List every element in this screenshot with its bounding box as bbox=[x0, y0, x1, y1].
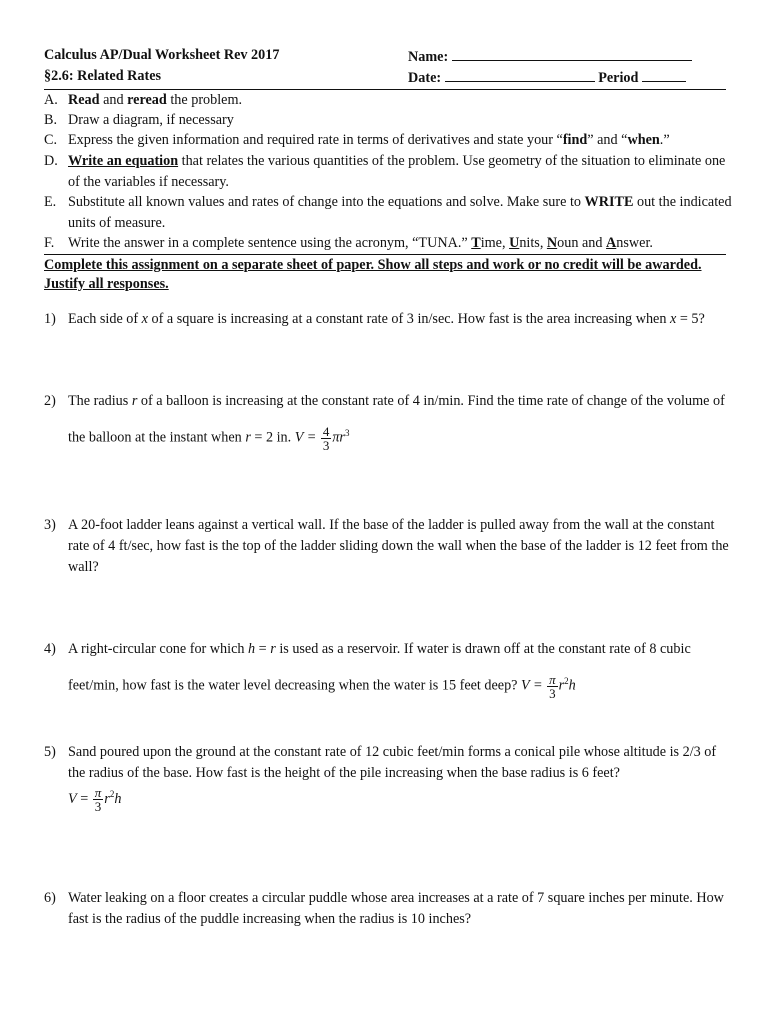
period-blank bbox=[642, 68, 686, 82]
step-a: A. Read and reread the problem. bbox=[44, 92, 243, 108]
problem-4: 4) A right-circular cone for which h = r is used as a reservoir. If water is drawn off at the constant rate of 8 cubic feet/min, how fast is the water level decreasing when the water is 15 feet deep? V = $\frac{\pi}{3}$ $r^2h$ bbox=[44, 641, 691, 701]
volume-formula-sphere: V = bbox=[294, 429, 320, 446]
name-line bbox=[408, 47, 692, 66]
instruction-rule bbox=[44, 254, 726, 255]
volume-formula-cone-2: V = $\frac{\pi}{3}$ $r^2h$ bbox=[68, 785, 122, 814]
step-b: B. Draw a diagram, if necessary bbox=[44, 112, 234, 128]
problem-1: 1) Each side of x of a square is increasing at a constant rate of 3 in/sec. How fast is the area increasing when x = 5? bbox=[44, 311, 705, 327]
volume-formula-cone: V = bbox=[521, 677, 547, 694]
fraction-pi-thirds-2: $\frac{\pi}{3}$ bbox=[94, 785, 102, 814]
problem-2: 2) The radius r of a balloon is increasing at the constant rate of 4 in/min. Find the time rate of change of the volume of the balloon at the instant when r = 2 in. V = $\frac{4}{3}$ $\pi r^3$ bbox=[44, 393, 725, 453]
date-blank bbox=[445, 68, 595, 82]
problem-5: 5) Sand poured upon the ground at the constant rate of 12 cubic feet/min forms a conical pile whose altitude is 2/3 of the radius of the base. How fast is the height of the pile increasing when the base radius is 6 feet? bbox=[44, 744, 717, 781]
fraction-pi-thirds: $\frac{\pi}{3}$ bbox=[549, 671, 556, 701]
problem-3: 3) A 20-foot ladder leans against a vertical wall. If the base of the ladder is pulled away from the wall at the constant rate of 4 ft/sec, how fast is the top of the ladder sliding down the wall when the base of the ladder is 12 feet from the wall? bbox=[44, 517, 729, 575]
problem-6: 6) Water leaking on a floor creates a circular puddle whose area increases at a rate of 7 square inches per minute. How fast is the radius of the puddle increasing when the radius is 10 inches? bbox=[44, 890, 724, 927]
fraction-four-thirds: $\frac{4}{3}$ bbox=[322, 423, 330, 453]
course-title: Calculus AP/Dual Worksheet Rev 2017 bbox=[44, 47, 280, 63]
instruction-text: Complete this assignment on a separate sheet of paper. Show all steps and work or no credit will be awarded. Justify all responses. bbox=[44, 257, 702, 292]
name-blank bbox=[452, 47, 692, 61]
date-label: Date: bbox=[408, 70, 442, 86]
step-d: D. Write an equation that relates the various quantities of the problem. Use geometry of the situation to eliminate one of the variables if necessary. bbox=[44, 153, 726, 190]
date-period-line bbox=[408, 68, 686, 87]
step-e: E. Substitute all known values and rates of change into the equations and solve. Make sure to WRITE out the indicated units of measure. bbox=[44, 194, 732, 231]
step-c: C. Express the given information and required rate in terms of derivatives and state your “find” and “when.” bbox=[44, 132, 670, 148]
period-label: Period bbox=[598, 70, 639, 86]
step-f: F. Write the answer in a complete sentence using the acronym, “TUNA.” Time, Units, Noun and Answer. bbox=[44, 235, 653, 251]
name-label: Name: bbox=[408, 49, 449, 65]
section-title: §2.6: Related Rates bbox=[44, 68, 162, 84]
